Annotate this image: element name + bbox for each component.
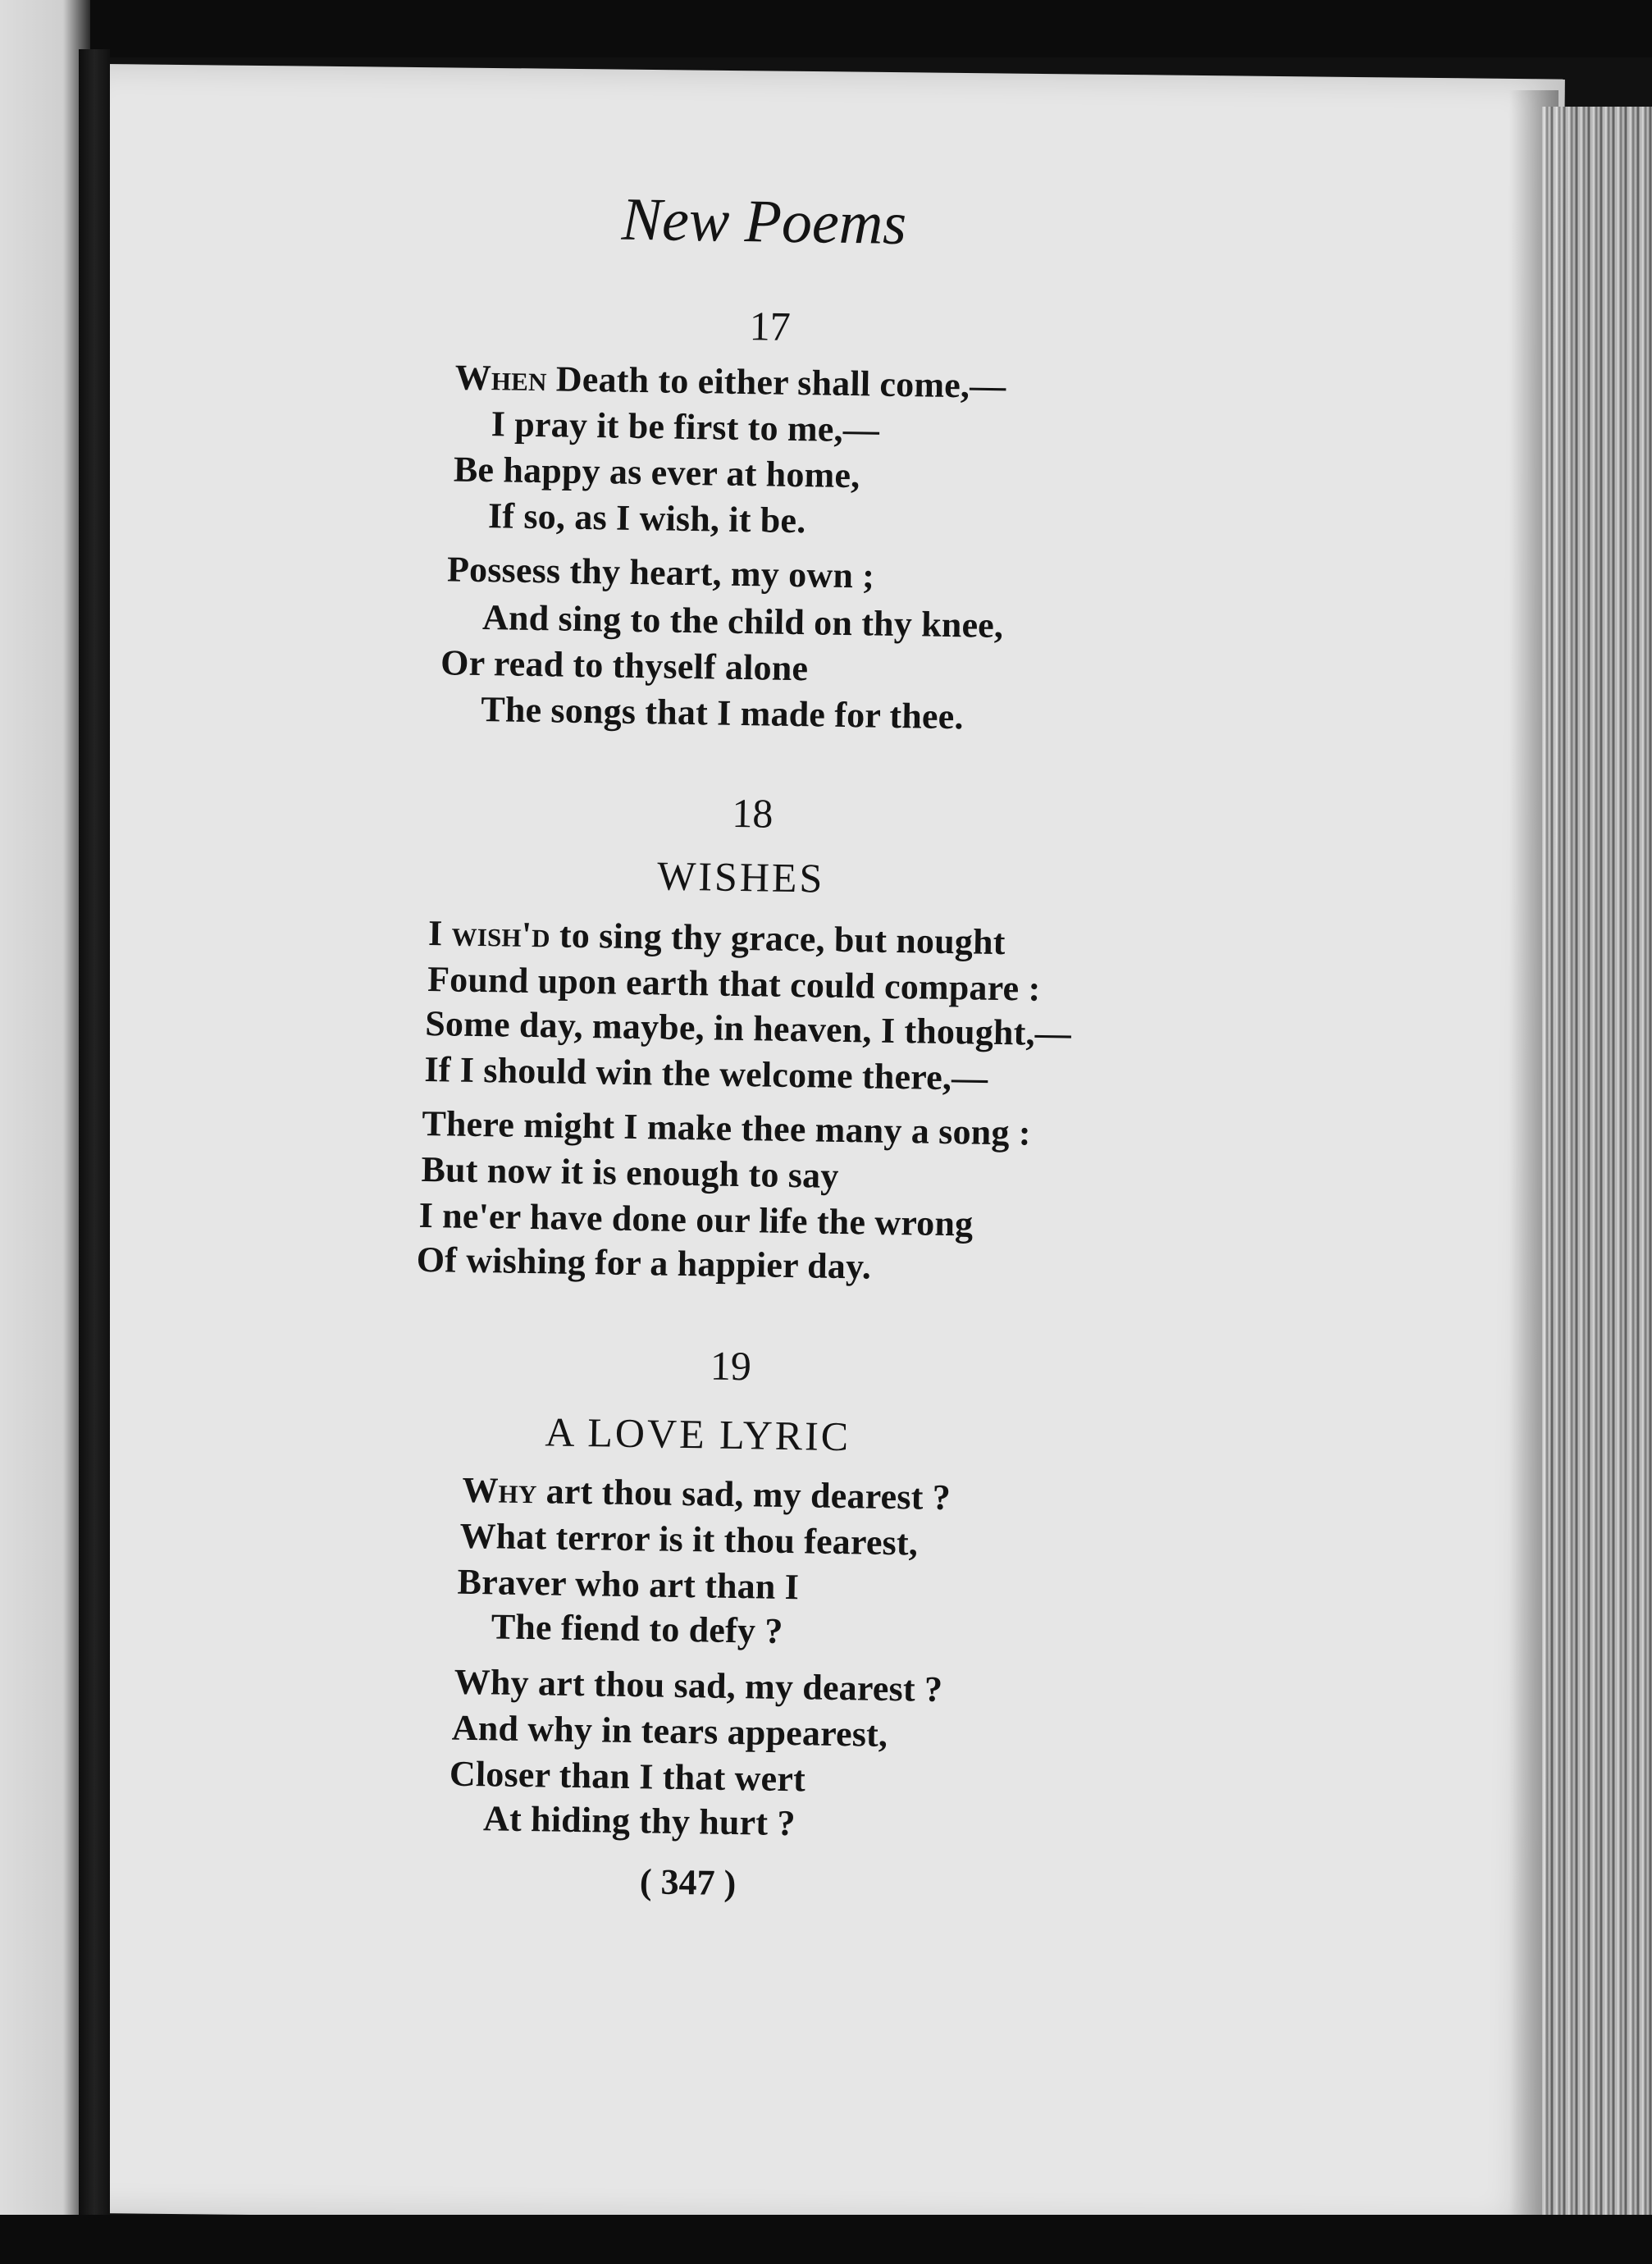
- poem-line: [428, 912, 1006, 963]
- poem-number: 19: [710, 1342, 752, 1390]
- line-lead-word: When: [454, 357, 548, 399]
- poem-line: I pray it be first to me,—: [491, 404, 880, 450]
- line-text: to sing thy grace, but nought: [550, 915, 1006, 963]
- running-head: New Poems: [621, 185, 907, 258]
- poem-line: Closer than I that wert: [449, 1753, 806, 1800]
- poem-line: The songs that I made for thee.: [480, 689, 965, 737]
- poem-line: And sing to the child on thy knee,: [481, 597, 1004, 646]
- poem-number: 18: [731, 789, 774, 837]
- poem-line: Some day, maybe, in heaven, I thought,—: [424, 1002, 1072, 1054]
- line-text: Death to either shall come,—: [546, 358, 1006, 407]
- poem-number: 17: [749, 303, 792, 349]
- poem-title: A LOVE LYRIC: [545, 1408, 851, 1460]
- poem-line: But now it is enough to say: [421, 1148, 839, 1196]
- poem-line: Or read to thyself alone: [440, 642, 809, 689]
- poem-line: If so, as I wish, it be.: [487, 495, 806, 541]
- poem-line: Found upon earth that could compare :: [427, 959, 1041, 1009]
- line-lead-word: Why: [462, 1469, 537, 1512]
- poem-line: I ne'er have done our life the wrong: [418, 1194, 974, 1244]
- line-text: art thou sad, my dearest ?: [536, 1471, 951, 1518]
- poem-line: What terror is it thou fearest,: [459, 1515, 919, 1563]
- poem-line: Be happy as ever at home,: [453, 449, 860, 496]
- poem-line: Why art thou sad, my dearest ?: [454, 1661, 943, 1709]
- poem-title: WISHES: [656, 852, 825, 901]
- poem-line: The fiend to defy ?: [491, 1606, 783, 1651]
- poem-line: If I should win the welcome there,—: [424, 1048, 988, 1098]
- poem-line: Braver who art than I: [457, 1561, 800, 1608]
- poem-line: [454, 356, 1006, 407]
- line-lead-word: I wish'd: [427, 913, 551, 956]
- page-number: ( 347 ): [639, 1861, 737, 1904]
- poem-line: And why in tears appearest,: [451, 1707, 888, 1755]
- poem-line: Possess thy heart, my own ;: [446, 549, 875, 596]
- poem-line: Of wishing for a happier day.: [416, 1239, 872, 1287]
- poem-line: There might I make thee many a song :: [422, 1102, 1032, 1153]
- poem-line: [462, 1469, 951, 1518]
- poem-line: At hiding thy hurt ?: [482, 1798, 796, 1844]
